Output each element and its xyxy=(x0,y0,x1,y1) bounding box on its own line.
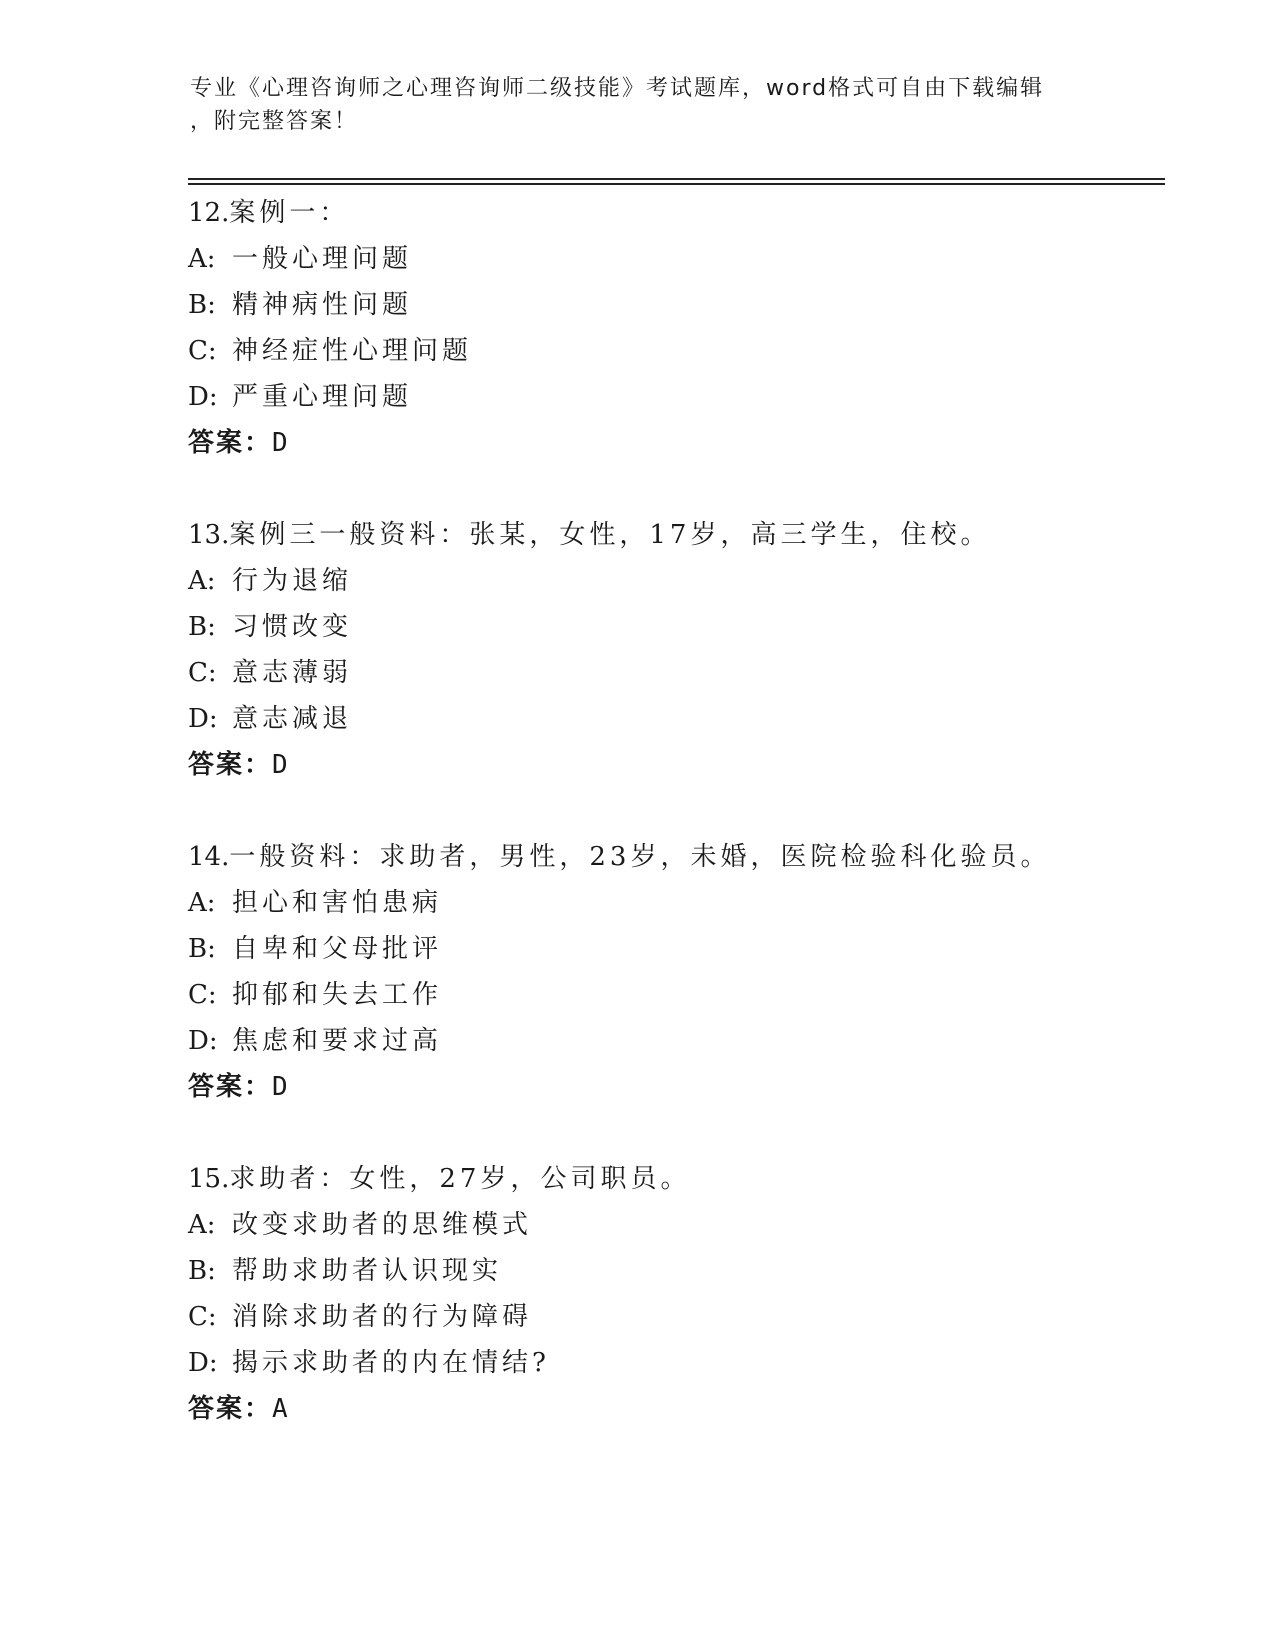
answer-label: 答案： xyxy=(188,428,273,458)
answer-value: D xyxy=(272,1072,288,1102)
option-text: 习惯改变 xyxy=(232,612,353,642)
option-text: 帮助求助者认识现实 xyxy=(232,1256,503,1286)
question-stem xyxy=(188,190,1148,236)
question-number: 14. xyxy=(188,842,230,872)
answer-label: 答案： xyxy=(188,750,273,780)
option-b xyxy=(188,926,1148,972)
spacer xyxy=(188,788,1148,834)
option-c xyxy=(188,328,1148,374)
header-line-1: 专业《心理咨询师之心理咨询师二级技能》考试题库，word格式可自由下载编辑 xyxy=(190,76,1045,101)
option-letter: B: xyxy=(188,1256,216,1286)
option-text: 改变求助者的思维模式 xyxy=(232,1210,533,1240)
question-13 xyxy=(188,512,1148,788)
option-text: 意志薄弱 xyxy=(232,658,353,688)
question-number: 15. xyxy=(188,1164,230,1194)
header-line-2: ，附完整答案！ xyxy=(190,109,359,134)
answer-line xyxy=(188,1064,1148,1110)
option-letter: C: xyxy=(188,658,217,688)
option-b xyxy=(188,1248,1148,1294)
option-a xyxy=(188,558,1148,604)
question-text: 案例三一般资料：张某，女性，17岁，高三学生，住校。 xyxy=(229,520,991,550)
option-a xyxy=(188,1202,1148,1248)
option-a xyxy=(188,236,1148,282)
question-text: 求助者：女性，27岁，公司职员。 xyxy=(229,1164,691,1194)
question-stem xyxy=(188,834,1148,880)
option-text: 焦虑和要求过高 xyxy=(232,1026,443,1056)
option-letter: C: xyxy=(188,336,217,366)
question-number: 12. xyxy=(188,198,230,228)
option-c xyxy=(188,650,1148,696)
option-letter: D: xyxy=(188,382,218,412)
option-d xyxy=(188,374,1148,420)
header-divider-bottom xyxy=(188,183,1165,185)
option-a xyxy=(188,880,1148,926)
option-b xyxy=(188,282,1148,328)
option-letter: A: xyxy=(188,888,216,918)
header-divider-top xyxy=(188,178,1165,180)
option-text: 严重心理问题 xyxy=(232,382,413,412)
question-14 xyxy=(188,834,1148,1110)
option-text: 行为退缩 xyxy=(232,566,353,596)
option-text: 消除求助者的行为障碍 xyxy=(232,1302,533,1332)
spacer xyxy=(188,466,1148,512)
option-letter: D: xyxy=(188,1348,218,1378)
answer-line xyxy=(188,1386,1148,1432)
question-15 xyxy=(188,1156,1148,1432)
option-letter: D: xyxy=(188,704,218,734)
option-letter: C: xyxy=(188,980,217,1010)
question-number: 13. xyxy=(188,520,230,550)
document-header xyxy=(190,72,1090,138)
option-text: 自卑和父母批评 xyxy=(232,934,443,964)
option-c xyxy=(188,972,1148,1018)
option-letter: A: xyxy=(188,1210,216,1240)
option-letter: D: xyxy=(188,1026,218,1056)
answer-label: 答案： xyxy=(188,1394,273,1424)
question-stem xyxy=(188,512,1148,558)
option-text: 担心和害怕患病 xyxy=(232,888,443,918)
answer-line xyxy=(188,742,1148,788)
option-letter: B: xyxy=(188,290,216,320)
option-d xyxy=(188,1340,1148,1386)
option-d xyxy=(188,696,1148,742)
spacer xyxy=(188,1110,1148,1156)
question-12 xyxy=(188,190,1148,466)
answer-value: D xyxy=(272,428,288,458)
option-b xyxy=(188,604,1148,650)
answer-value: A xyxy=(272,1394,288,1424)
answer-value: D xyxy=(272,750,288,780)
question-text: 案例一： xyxy=(229,198,350,228)
question-list xyxy=(188,190,1148,1432)
option-text: 抑郁和失去工作 xyxy=(232,980,443,1010)
question-text: 一般资料：求助者，男性，23岁，未婚，医院检验科化验员。 xyxy=(229,842,1051,872)
option-letter: C: xyxy=(188,1302,217,1332)
option-letter: A: xyxy=(188,566,216,596)
option-letter: A: xyxy=(188,244,216,274)
option-text: 神经症性心理问题 xyxy=(232,336,473,366)
question-stem xyxy=(188,1156,1148,1202)
option-text: 精神病性问题 xyxy=(232,290,413,320)
option-text: 揭示求助者的内在情结? xyxy=(232,1348,550,1378)
answer-line xyxy=(188,420,1148,466)
option-text: 一般心理问题 xyxy=(232,244,413,274)
option-letter: B: xyxy=(188,934,216,964)
option-d xyxy=(188,1018,1148,1064)
option-letter: B: xyxy=(188,612,216,642)
option-c xyxy=(188,1294,1148,1340)
option-text: 意志减退 xyxy=(232,704,353,734)
answer-label: 答案： xyxy=(188,1072,273,1102)
